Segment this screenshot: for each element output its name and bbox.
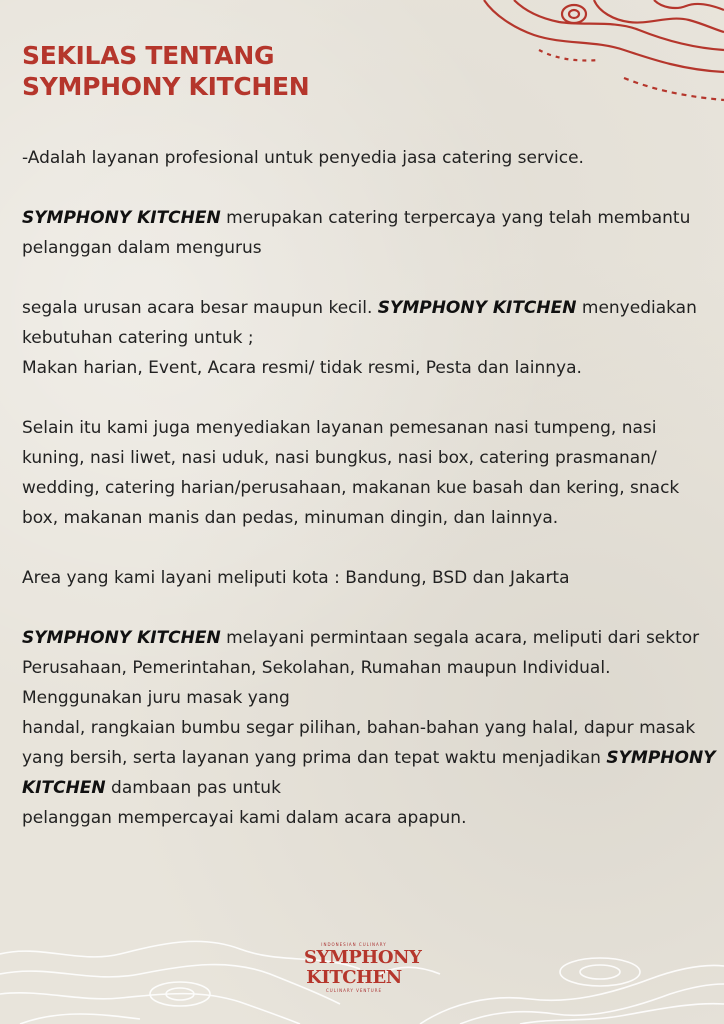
page-title bbox=[22, 40, 309, 102]
logo-bottom-text: CULINARY VENTURE bbox=[325, 988, 383, 993]
symphony-kitchen-logo bbox=[304, 942, 422, 1018]
body-text bbox=[22, 143, 718, 833]
paragraph-area: Area yang kami layani meliputi kota : Bandung, BSD dan Jakarta bbox=[22, 568, 570, 588]
paragraph-text: menyediakan kebutuhan catering untuk ; bbox=[22, 298, 697, 348]
brand-name: SYMPHONY KITCHEN bbox=[22, 748, 716, 798]
brand-name: SYMPHONY KITCHEN bbox=[22, 208, 221, 228]
logo-word-1: SYMPHONY bbox=[304, 947, 422, 968]
paragraph-closing: pelanggan mempercayai kami dalam acara apapun. bbox=[22, 808, 467, 828]
logo-word-2: KITCHEN bbox=[306, 967, 402, 988]
paragraph-text: melayani permintaan segala acara, meliputi dari sektor Perusahaan, Pemerintahan, Sekolahan, Rumahan maupun Individual. Menggunakan juru masak yang bbox=[22, 628, 700, 708]
paragraph-clients bbox=[22, 623, 718, 713]
paragraph-quality bbox=[22, 713, 718, 803]
title-line-2: SYMPHONY KITCHEN bbox=[22, 72, 310, 101]
paragraph-services bbox=[22, 293, 718, 353]
topographic-decoration-top bbox=[424, 0, 724, 110]
paragraph-text: segala urusan acara besar maupun kecil. bbox=[22, 298, 378, 318]
paragraph-intro: -Adalah layanan profesional untuk penyedia jasa catering service. bbox=[22, 148, 584, 168]
brand-name: SYMPHONY KITCHEN bbox=[377, 298, 577, 318]
logo-top-text: INDONESIAN CULINARY bbox=[321, 942, 387, 947]
paragraph-services-list: Makan harian, Event, Acara resmi/ tidak resmi, Pesta dan lainnya. bbox=[22, 358, 582, 378]
paragraph-text: dambaan pas untuk bbox=[105, 778, 281, 798]
paragraph-text: handal, rangkaian bumbu segar pilihan, bahan-bahan yang halal, dapur masak yang bersih, serta layanan yang prima dan tepat waktu menjadikan bbox=[22, 718, 696, 768]
paragraph-trusted bbox=[22, 203, 718, 263]
paragraph-menu: Selain itu kami juga menyediakan layanan pemesanan nasi tumpeng, nasi kuning, nasi liwet, nasi uduk, nasi bungkus, nasi box, catering prasmanan/ wedding, catering harian/perusahaan, makanan kue basah dan kering, snack box, makanan manis dan pedas, minuman dingin, dan lainnya. bbox=[22, 418, 680, 528]
title-line-1: SEKILAS TENTANG bbox=[22, 41, 275, 70]
paragraph-text: merupakan catering terpercaya yang telah membantu pelanggan dalam mengurus bbox=[22, 208, 691, 258]
brand-name: SYMPHONY KITCHEN bbox=[22, 628, 221, 648]
